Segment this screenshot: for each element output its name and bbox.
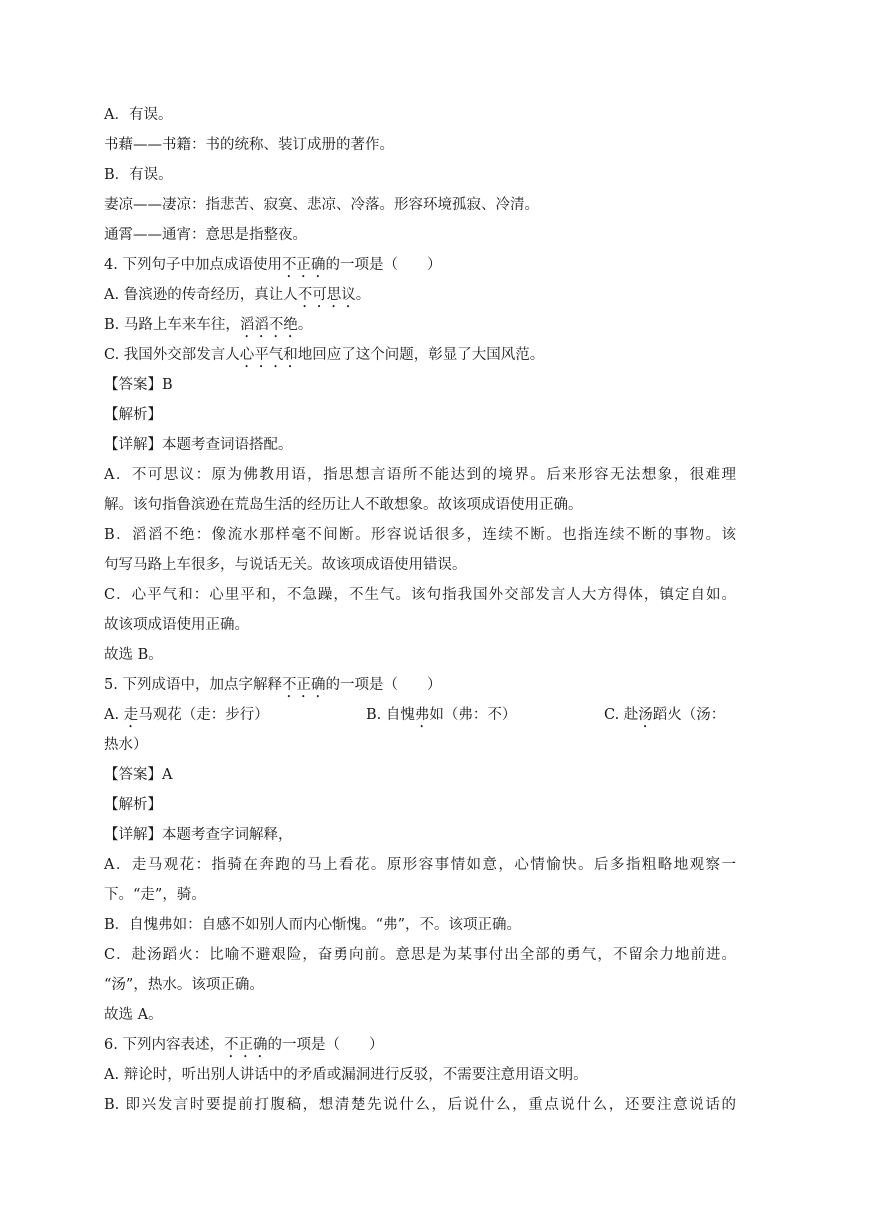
emphasized-text: 不正确 — [223, 1037, 268, 1053]
option-text: A. — [104, 707, 124, 723]
question-5-options — [104, 705, 764, 725]
question-4-stem — [104, 255, 441, 275]
question-5-option-a — [104, 705, 269, 731]
explanation-line: 解。该句指鲁滨逊在荒岛生活的经历让人不敢想象。故该项成语使用正确。 — [104, 497, 583, 513]
emphasized-char: 弗 — [414, 707, 430, 723]
question-5-stem — [104, 675, 441, 695]
explanation-line: “汤”，热水。该项正确。 — [104, 977, 264, 993]
analysis-label: 【解析】 — [104, 797, 162, 813]
stem-text: 的一项是（ ） — [267, 1037, 384, 1053]
text-line: 书藉——书籍：书的统称、装订成册的著作。 — [104, 137, 394, 153]
answer-label: 【答案】B — [104, 377, 173, 393]
option-text: C. 赴 — [604, 707, 639, 723]
explanation-line: A．走马观花：指骑在奔跑的马上看花。原形容事情如意，心情愉快。后多指粗略地观察一 — [104, 857, 736, 873]
detail-label: 【详解】本题考查字词解释， — [104, 827, 293, 843]
question-6-stem — [104, 1035, 383, 1055]
explanation-line: 故该项成语使用正确。 — [104, 617, 249, 633]
option-text: B. 马路上车来车往， — [104, 317, 240, 333]
question-6-option-b: B. 即兴发言时要提前打腹稿，想清楚先说什么，后说什么，重点说什么，还要注意说话的 — [104, 1097, 736, 1113]
stem-text: 的一项是（ ） — [325, 677, 442, 693]
stem-text: 5. 下列成语中，加点字解释 — [104, 677, 282, 693]
option-text: C. 我国外交部发言人 — [104, 347, 240, 363]
option-text: 地回应了这个问题，彰显了大国风范。 — [297, 347, 545, 363]
text-line: B．有误。 — [104, 167, 173, 183]
option-text: 马观花（走：步行） — [138, 707, 269, 723]
option-text: 蹈火（汤： — [652, 707, 726, 723]
question-4-option-a — [104, 285, 370, 305]
text-line: 妻凉——凄凉：指悲苦、寂寞、悲凉、冷落。形容环境孤寂、冷清。 — [104, 197, 539, 213]
question-4-option-c — [104, 345, 544, 365]
emphasized-char: 走 — [123, 707, 139, 723]
explanation-line: 句写马路上车很多，与说话无关。故该项成语使用错误。 — [104, 557, 467, 573]
answer-label: 【答案】A — [104, 767, 173, 783]
explanation-line: 下。“走”，骑。 — [104, 887, 206, 903]
explanation-line: C．赴汤蹈火：比喻不避艰险，奋勇向前。意思是为某事付出全部的勇气，不留余力地前进。 — [104, 947, 736, 963]
detail-label: 【详解】本题考查词语搭配。 — [104, 437, 293, 453]
question-6-option-a: A. 辩论时，听出别人讲话中的矛盾或漏洞进行反驳，不需要注意用语文明。 — [104, 1067, 588, 1083]
question-4-option-b — [104, 315, 312, 335]
stem-text: 6. 下列内容表述， — [104, 1037, 224, 1053]
stem-text: 的一项是（ ） — [325, 257, 442, 273]
emphasized-idiom: 心平气和 — [239, 347, 298, 363]
option-continuation: 热水） — [104, 737, 148, 753]
explanation-line: A．不可思议：原为佛教用语，指思想言语所不能达到的境界。后来形容无法想象，很难理 — [104, 467, 736, 483]
option-text: 。 — [355, 287, 371, 303]
option-text: 。 — [297, 317, 313, 333]
explanation-line: B．滔滔不绝：像流水那样毫不间断。形容说话很多，连续不断。也指连续不断的事物。该 — [104, 527, 736, 543]
stem-text: 4. 下列句子中加点成语使用 — [104, 257, 282, 273]
question-5-option-b — [366, 705, 516, 731]
option-text: 如（弗：不） — [429, 707, 517, 723]
option-text: B. 自愧 — [366, 707, 415, 723]
emphasized-char: 汤 — [638, 707, 653, 723]
emphasized-idiom: 不可思议 — [297, 287, 356, 303]
option-text: A. 鲁滨逊的传奇经历，真让人 — [104, 287, 298, 303]
emphasized-text: 不正确 — [281, 257, 326, 273]
question-5-option-c — [604, 705, 725, 731]
text-line: A．有误。 — [104, 107, 173, 123]
explanation-line: B．自愧弗如：自感不如别人而内心惭愧。“弗”，不。该项正确。 — [104, 917, 521, 933]
text-line: 通霄——通宵：意思是指整夜。 — [104, 227, 307, 243]
explanation-line: C．心平气和：心里平和，不急躁，不生气。该句指我国外交部发言人大方得体，镇定自如。 — [104, 587, 736, 603]
analysis-label: 【解析】 — [104, 407, 162, 423]
selection-line: 故选 B。 — [104, 647, 163, 663]
emphasized-idiom: 滔滔不绝 — [239, 317, 298, 333]
emphasized-text: 不正确 — [281, 677, 326, 693]
selection-line: 故选 A。 — [104, 1007, 163, 1023]
